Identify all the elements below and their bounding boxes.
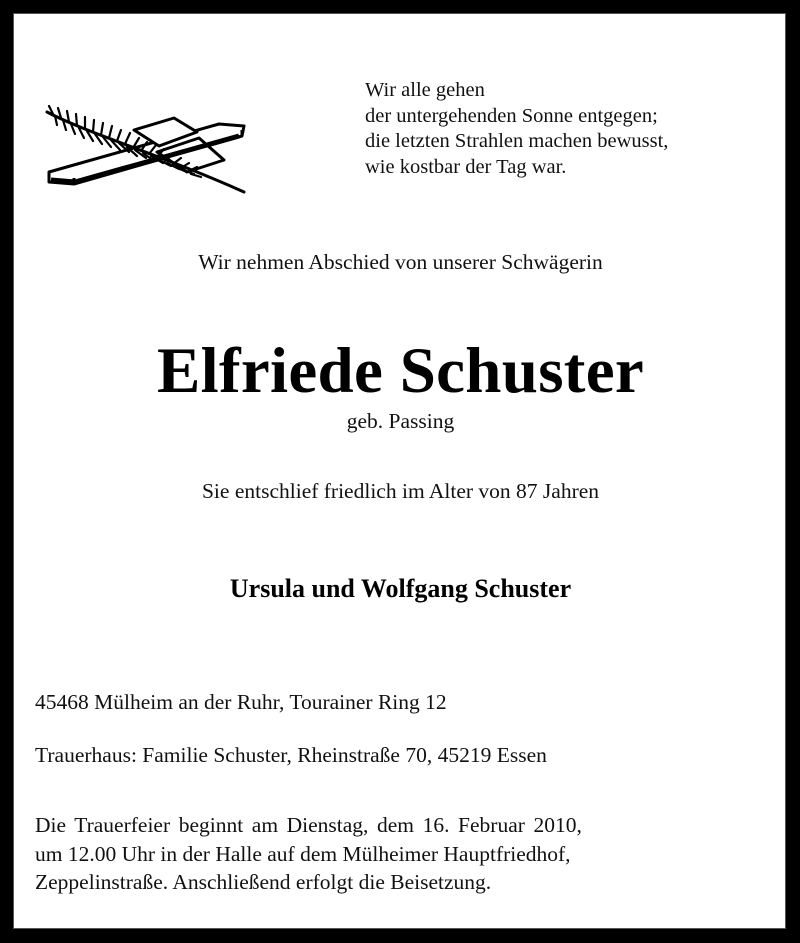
intro-line: Wir nehmen Abschied von unserer Schwägerin bbox=[198, 250, 603, 274]
cross-and-palm-icon bbox=[39, 94, 249, 194]
poem-line: wie kostbar der Tag war. bbox=[365, 155, 567, 178]
age-line: Sie entschlief friedlich im Alter von 87 Jahren bbox=[201, 479, 600, 503]
poem-line: die letzten Strahlen machen bewusst, bbox=[365, 130, 669, 152]
mourning-house-line: Trauerhaus: Familie Schuster, Rheinstraße 70, 45219 Essen bbox=[35, 743, 547, 767]
funeral-service-info bbox=[35, 811, 582, 897]
service-line: Die Trauerfeier beginnt am Dienstag, dem 16. Februar 2010, bbox=[35, 813, 582, 837]
service-line: um 12.00 Uhr in der Halle auf dem Mülheimer Hauptfriedhof, bbox=[35, 841, 571, 866]
mourners-names: Ursula und Wolfgang Schuster bbox=[229, 574, 572, 603]
poem-verse bbox=[365, 78, 668, 180]
deceased-name: Elfriede Schuster bbox=[156, 335, 645, 407]
address-line: 45468 Mülheim an der Ruhr, Tourainer Ring 12 bbox=[35, 690, 447, 714]
obituary-notice bbox=[13, 13, 786, 929]
poem-line: Wir alle gehen bbox=[365, 79, 485, 101]
maiden-name: geb. Passing bbox=[346, 409, 455, 433]
service-line: Zeppelinstraße. Anschließend erfolgt die Beisetzung. bbox=[35, 870, 492, 894]
poem-line: der untergehenden Sonne entgegen; bbox=[365, 104, 658, 127]
